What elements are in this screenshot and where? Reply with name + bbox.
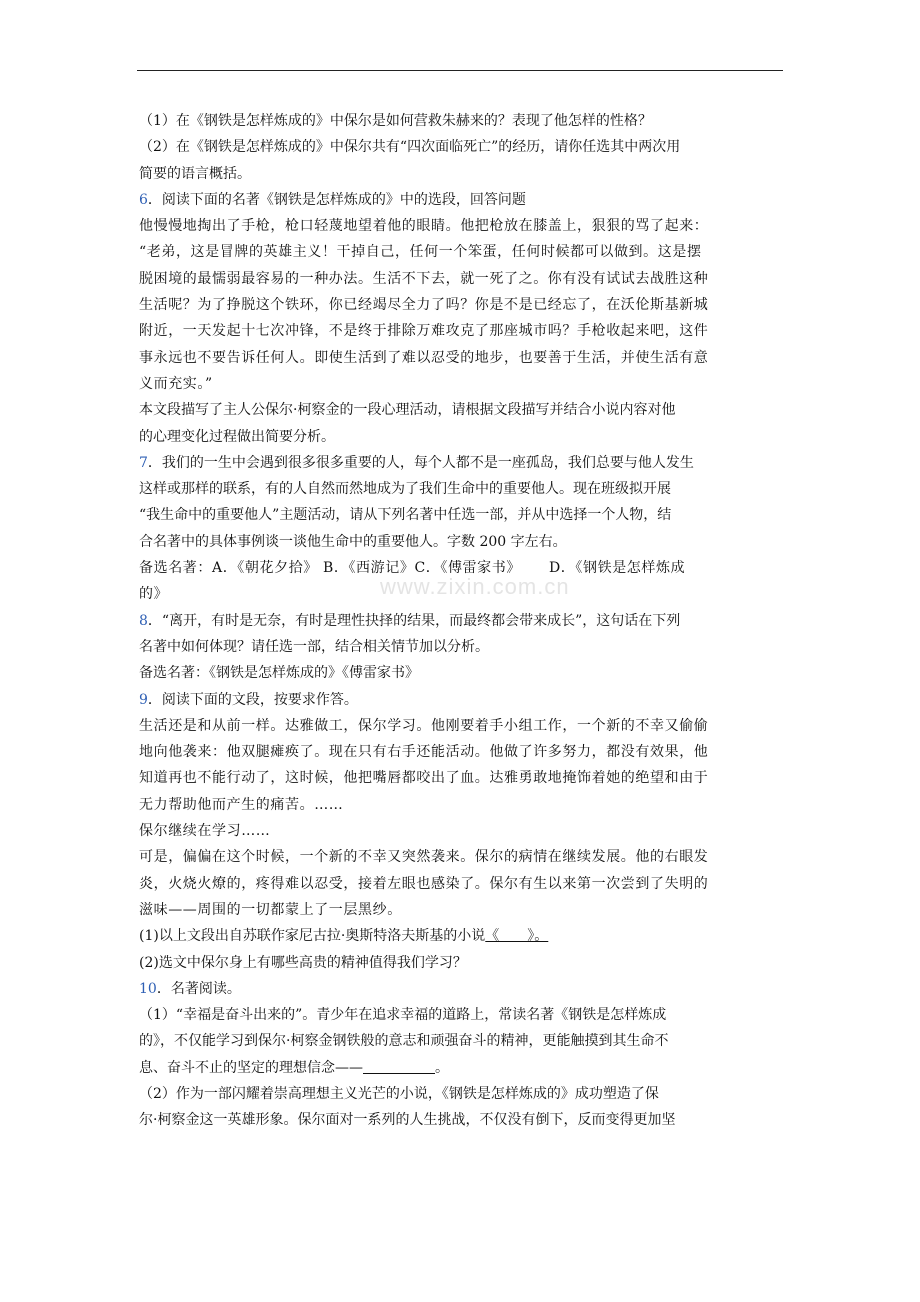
q7-options: 备选名著：A．《朝花夕拾》 B．《西游记》C．《傅雷家书》 D．《钢铁是怎样炼成 [139, 560, 686, 577]
q6-prompt: 的心理变化过程做出简要分析。 [139, 428, 335, 445]
q6-passage-line: 脱困境的最懦弱最容易的一种办法。生活不下去，就一死了之。你有没有试试去战胜这种 [139, 270, 709, 287]
q6-passage-line: 生活呢？为了挣脱这个铁环，你已经竭尽全力了吗？你是不是已经忘了，在沃伦斯基新城 [139, 297, 709, 314]
q6-passage-line: 附近，一天发起十七次冲锋，不是终于排除万难攻克了那座城市吗？手枪收起来吧，这件 [139, 323, 709, 340]
question-number: 8 [139, 612, 148, 629]
q9-passage-line: 生活还是和从前一样。达雅做工，保尔学习。他刚要着手小组工作，一个新的不幸又偷偷 [139, 717, 709, 734]
q9-passage-line: 炎，火烧火燎的，疼得难以忍受，接着左眼也感染了。保尔有生以来第一次尝到了失明的 [139, 875, 709, 892]
q7-options-cont: 的》 [139, 586, 169, 603]
q9-sub2: (2)选文中保尔身上有哪些高贵的精神值得我们学习？ [139, 954, 467, 971]
q10-title: 10．名著阅读。 [139, 980, 241, 997]
q9-passage-line: 可是，偏偏在这个时候，一个新的不幸又突然袭来。保尔的病情在继续发展。他的右眼发 [139, 849, 709, 866]
q6-passage-line: 义而充实。” [139, 375, 213, 392]
q10-sub1: （1）“幸福是奋斗出来的”。青少年在追求幸福的道路上，常读名著《钢铁是怎样炼成 [139, 1007, 667, 1024]
q8-title: 8．“离开，有时是无奈，有时是理性抉择的结果，而最终都会带来成长”，这句话在下列 [139, 612, 681, 629]
q5-sub2-cont: 简要的语言概括。 [139, 165, 251, 182]
q7-text: “我生命中的重要他人”主题活动，请从下列名著中任选一部，并从中选择一个人物，结 [139, 507, 672, 524]
q9-sub1: (1)以上文段出自苏联作家尼古拉·奥斯特洛夫斯基的小说《 》。 [139, 928, 549, 945]
q6-passage-line: “老弟，这是冒牌的英雄主义！干掉自己，任何一个笨蛋，任何时候都可以做到。这是摆 [139, 244, 702, 261]
document-body [139, 108, 783, 1134]
q10-sub2: 尔·柯察金这一英雄形象。保尔面对一系列的人生挑战，不仅没有倒下，反而变得更加坚 [139, 1112, 676, 1129]
answer-blank [363, 1058, 435, 1074]
q6-title: 6．阅读下面的名著《钢铁是怎样炼成的》中的选段，回答问题 [139, 191, 526, 208]
q9-passage-line: 地向他袭来：他双腿瘫痪了。现在只有右手还能活动。他做了许多努力，都没有效果，他 [139, 744, 709, 761]
q8-options: 备选名著：《钢铁是怎样炼成的》《傅雷家书》 [139, 665, 419, 682]
question-number: 9 [139, 691, 148, 708]
q7-title: 7．我们的一生中会遇到很多很多重要的人，每个人都不是一座孤岛，我们总要与他人发生 [139, 454, 694, 471]
question-number: 7 [139, 454, 148, 471]
q8-text: 名著中如何体现？请任选一部，结合相关情节加以分析。 [139, 638, 489, 655]
q6-passage-line: 事永远也不要告诉任何人。即使生活到了难以忍受的地步，也要善于生活，并使生活有意 [139, 349, 709, 366]
question-number: 10 [139, 980, 157, 997]
q6-prompt: 本文段描写了主人公保尔·柯察金的一段心理活动，请根据文段描写并结合小说内容对他 [139, 402, 676, 419]
answer-blank: 《 》。 [485, 928, 549, 945]
q7-text: 合名著中的具体事例谈一谈他生命中的重要他人。字数 200 字左右。 [139, 533, 567, 550]
header-rule [137, 70, 783, 71]
question-number: 6 [139, 191, 148, 208]
q9-passage-line: 滋味——周围的一切都蒙上了一层黑纱。 [139, 901, 402, 918]
q9-title: 9．阅读下面的文段，按要求作答。 [139, 691, 358, 708]
q10-sub1: 的》，不仅能学习到保尔·柯察金钢铁般的意志和顽强奋斗的精神，更能触摸到其生命不 [139, 1033, 669, 1050]
watermark: www.zixin.com.cn [380, 574, 570, 599]
q9-passage-line: 知道再也不能行动了，这时候，他把嘴唇都咬出了血。达雅勇敢地掩饰着她的绝望和由于 [139, 770, 709, 787]
q5-sub2: （2）在《钢铁是怎样炼成的》中保尔共有“四次面临死亡”的经历，请你任选其中两次用 [139, 139, 681, 156]
q10-sub2: （2）作为一部闪耀着崇高理想主义光芒的小说，《钢铁是怎样炼成的》成功塑造了保 [139, 1085, 659, 1102]
q7-text: 这样或那样的联系，有的人自然而然地成为了我们生命中的重要他人。现在班级拟开展 [139, 481, 671, 498]
q9-passage-line: 保尔继续在学习…… [139, 823, 271, 840]
q10-sub1: 息、奋斗不止的坚定的理想信念—— 。 [139, 1059, 449, 1076]
q6-passage-line: 他慢慢地掏出了手枪，枪口轻蔑地望着他的眼睛。他把枪放在膝盖上，狠狠的骂了起来： [139, 218, 709, 235]
q5-sub1: （1）在《钢铁是怎样炼成的》中保尔是如何营救朱赫来的？表现了他怎样的性格？ [139, 113, 652, 129]
q9-passage-line: 无力帮助他而产生的痛苦。…… [139, 796, 344, 813]
